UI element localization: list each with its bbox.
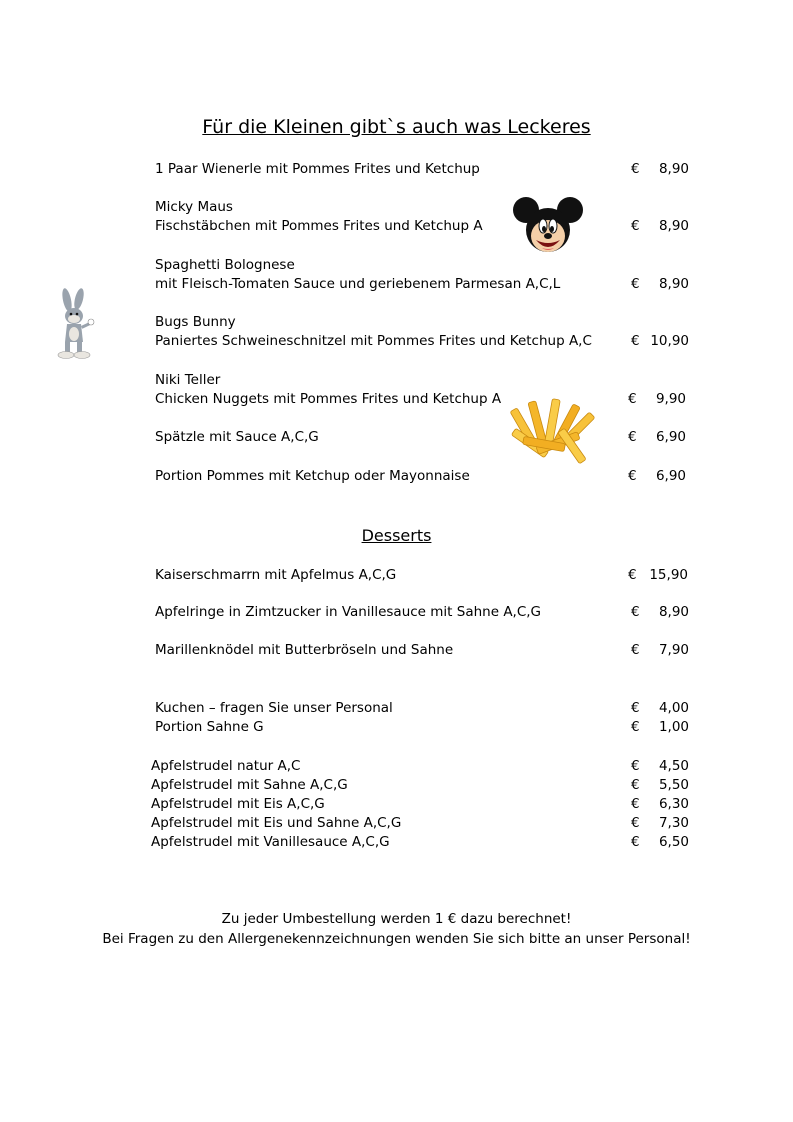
menu-item-description: Fischstäbchen mit Pommes Frites und Ketchup A	[155, 218, 483, 234]
mickey-mouse-icon	[512, 194, 584, 258]
menu-item-name: Apfelstrudel mit Vanillesauce A,C,G	[151, 834, 390, 850]
menu-item-description: Paniertes Schweineschnitzel mit Pommes Frites und Ketchup A,C	[155, 333, 592, 349]
desserts-title: Desserts	[361, 526, 432, 545]
menu-item-name: Niki Teller	[155, 372, 221, 388]
euro-sign: €	[631, 700, 640, 716]
menu-item-price: 6,90	[655, 429, 686, 445]
french-fries-icon	[510, 393, 602, 471]
footer-note: Zu jeder Umbestellung werden 1 € dazu berechnet!	[221, 911, 572, 927]
menu-item-price: 8,90	[658, 276, 689, 292]
menu-item-description: Chicken Nuggets mit Pommes Frites und Ketchup A	[155, 391, 502, 407]
menu-item-name: Marillenknödel mit Butterbröseln und Sahne	[155, 642, 454, 658]
menu-item-price: 4,00	[658, 700, 689, 716]
menu-item-price: 6,50	[658, 834, 689, 850]
euro-sign: €	[631, 758, 640, 774]
menu-item-price: 10,90	[650, 333, 689, 349]
menu-item-name: Apfelstrudel mit Eis A,C,G	[151, 796, 325, 812]
menu-item-name: Spätzle mit Sauce A,C,G	[155, 429, 319, 445]
menu-item-price: 5,50	[658, 777, 689, 793]
menu-item-price: 6,90	[655, 468, 686, 484]
euro-sign: €	[628, 468, 637, 484]
euro-sign: €	[628, 429, 637, 445]
kids-menu-title: Für die Kleinen gibt`s auch was Leckeres	[202, 116, 591, 138]
menu-item-price: 4,50	[658, 758, 689, 774]
euro-sign: €	[631, 161, 640, 177]
euro-sign: €	[631, 719, 640, 735]
euro-sign: €	[631, 815, 640, 831]
menu-item-name: Bugs Bunny	[155, 314, 236, 330]
menu-item-price: 1,00	[658, 719, 689, 735]
menu-item-description: mit Fleisch-Tomaten Sauce und geriebenem Parmesan A,C,L	[155, 276, 561, 292]
menu-item-name: 1 Paar Wienerle mit Pommes Frites und Ketchup	[155, 161, 480, 177]
menu-item-name: Portion Sahne G	[155, 719, 264, 735]
menu-item-name: Micky Maus	[155, 199, 233, 215]
euro-sign: €	[631, 642, 640, 658]
menu-item-price: 8,90	[658, 604, 689, 620]
euro-sign: €	[628, 567, 637, 583]
euro-sign: €	[631, 604, 640, 620]
footer-allergen-note: Bei Fragen zu den Allergenekennzeichnungen wenden Sie sich bitte an unser Personal!	[102, 931, 691, 947]
menu-item-name: Kaiserschmarrn mit Apfelmus A,C,G	[155, 567, 397, 583]
euro-sign: €	[631, 834, 640, 850]
menu-item-price: 6,30	[658, 796, 689, 812]
euro-sign: €	[628, 391, 637, 407]
menu-item-price: 8,90	[658, 161, 689, 177]
menu-item-price: 7,90	[658, 642, 689, 658]
euro-sign: €	[631, 777, 640, 793]
menu-item-price: 8,90	[658, 218, 689, 234]
menu-item-price: 7,30	[658, 815, 689, 831]
euro-sign: €	[631, 333, 640, 349]
menu-item-name: Kuchen – fragen Sie unser Personal	[155, 700, 393, 716]
bugs-bunny-icon	[55, 288, 97, 360]
menu-item-name: Spaghetti Bolognese	[155, 257, 295, 273]
euro-sign: €	[631, 276, 640, 292]
menu-item-price: 15,90	[649, 567, 688, 583]
menu-item-name: Apfelringe in Zimtzucker in Vanillesauce mit Sahne A,C,G	[155, 604, 542, 620]
menu-item-name: Apfelstrudel natur A,C	[151, 758, 301, 774]
euro-sign: €	[631, 218, 640, 234]
euro-sign: €	[631, 796, 640, 812]
menu-item-price: 9,90	[655, 391, 686, 407]
menu-item-name: Apfelstrudel mit Eis und Sahne A,C,G	[151, 815, 402, 831]
menu-item-name: Apfelstrudel mit Sahne A,C,G	[151, 777, 348, 793]
menu-item-name: Portion Pommes mit Ketchup oder Mayonnaise	[155, 468, 470, 484]
